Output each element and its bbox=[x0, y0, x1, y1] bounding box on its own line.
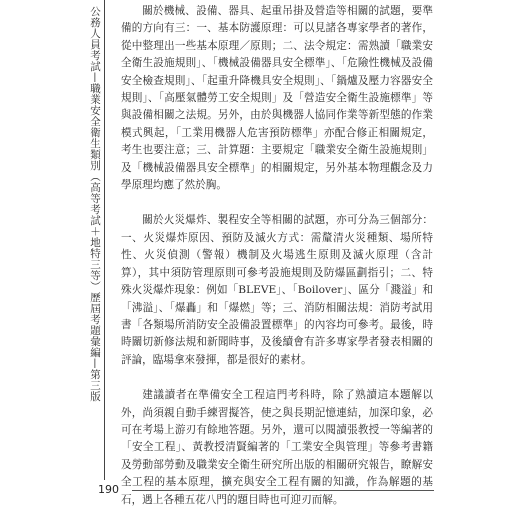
paragraph-study-advice: 建議讀者在準備安全工程這門考科時，除了熟讀這本題解以外，尚須親自動手練習擬答，使之與長期記憶連結，加深印象，必可在考場上游刃有餘地答題。另外，還可以閱讀張教授一等編著的「安全工程」、黃教授清賢編著的「工業安全與管理」等參考書籍及勞動部勞動及職業安全衛生研究所出版的相關研究報告，瞭解安全工程的基本原理，擴充與安全工程有關的知識，作為解題的基石，遇上各種五花八門的題目時也可迎刃而解。 bbox=[121, 389, 433, 506]
page-number: 190 bbox=[98, 483, 119, 496]
paragraph-equipment: 關於機械、設備、器具、起重吊掛及營造等相關的試題，要準備的方向有三：一、基本防護原理：可以見諸各專家學者的著作，從中整理出一些基本原理／原則；二、法令規定：需熟讀「職業安全衛生設施規則」、「機械設備器具安全標準」、「危險性機械及設備安全檢查規則」、「起重升降機具安全規則」、「鍋爐及壓力容器安全規則」、「高壓氣體勞工安全規則」及「營造安全衛生設施標準」等與設備相關之法規。另外，由於與機器人協同作業等新型態的作業模式興起，「工業用機器人危害預防標準」亦配合修正相關規定，考生也要注意；三、計算題：主要規定「職業安全衛生設施規則」及「機械設備器具安全標準」的相關規定，另外基本物理觀念及力學原理均應了然於胸。 bbox=[121, 5, 433, 192]
header-divider bbox=[104, 0, 105, 480]
page-footer bbox=[98, 482, 434, 498]
body-text bbox=[121, 3, 433, 509]
footer-divider bbox=[132, 490, 434, 491]
running-header: 公務人員考試—職業安全衛生類別（高等考試＋地特三等）歷屆考題彙編—第三版 bbox=[89, 6, 101, 402]
paragraph-fire-explosion: 關於火災爆炸、製程安全等相關的試題，亦可分為三個部分：一、火災爆炸原因、預防及滅火方式：需釐清火災種類、場所特性、火災偵測（警報）機制及火場逃生原則及滅火原理（含計算），其中須防管理原則可參考設施規則及防爆區劃指引；二、特殊火災爆炸現象：例如「BLEVE」、「Boilover」、區分「濺溢」和「沸溢」、「爆轟」和「爆燃」等；三、消防相關法規：消防考試用書「各類場所消防安全設備設置標準」的內容均可參考。最後，時時關切新修法規和新聞時事，及後續會有許多專家學者發表相關的評論，臨場拿來發揮，都是很好的素材。 bbox=[121, 214, 433, 366]
